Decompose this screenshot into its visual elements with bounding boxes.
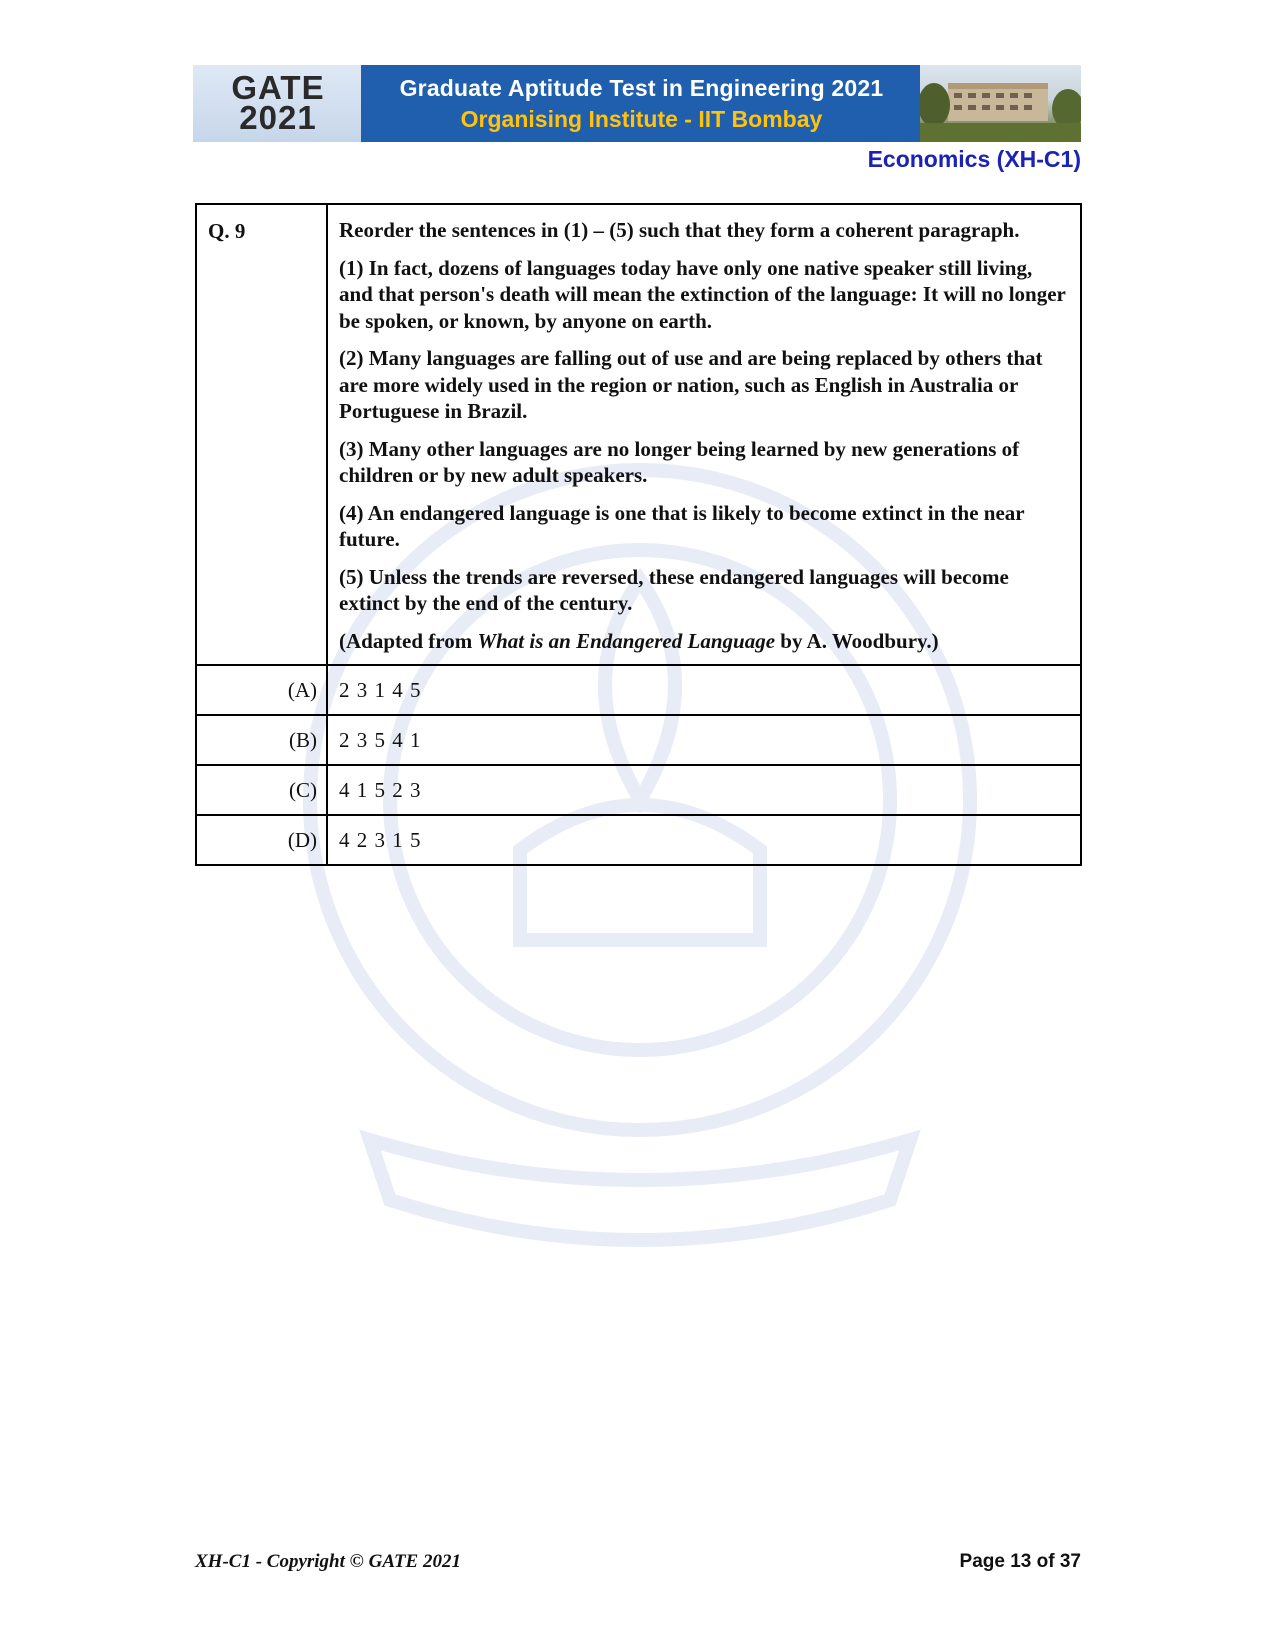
question-prompt: Reorder the sentences in (1) – (5) such that they form a coherent paragraph. (339, 218, 1020, 242)
gate-logo (193, 65, 363, 142)
source-suffix: by A. Woodbury.) (775, 628, 939, 653)
option-value: 4 1 5 2 3 (327, 765, 1081, 815)
option-value: 4 2 3 1 5 (327, 815, 1081, 865)
option-letter: (B) (196, 715, 327, 765)
sentence-1: (1) In fact, dozens of languages today have only one native speaker still living, and that person's death will mean the extinction of the language: It will no longer be spoken, or known, by anyone on earth. (339, 255, 1066, 333)
header-banner (193, 65, 1081, 142)
option-letter: (D) (196, 815, 327, 865)
question-body (327, 204, 1081, 665)
logo-word: GATE (231, 69, 325, 106)
footer-copyright: XH-C1 - Copyright © GATE 2021 (195, 1551, 461, 1572)
option-row-d[interactable] (196, 815, 1081, 865)
subject-label: Economics (XH-C1) (867, 146, 1081, 172)
footer-page-number: Page 13 of 37 (959, 1551, 1081, 1572)
institute-photo (920, 65, 1081, 142)
source-title: What is an Endangered Language (477, 628, 776, 653)
option-row-a[interactable] (196, 665, 1081, 715)
question-row (196, 204, 1081, 665)
option-value: 2 3 1 4 5 (327, 665, 1081, 715)
banner-title-line2: Organising Institute - IIT Bombay (460, 105, 823, 132)
option-letter: (C) (196, 765, 327, 815)
source-citation (339, 628, 1066, 655)
logo-year: 2021 (239, 99, 317, 136)
sentence-3: (3) Many other languages are no longer being learned by new generations of children or by new adult speakers. (339, 436, 1020, 487)
sentence-4: (4) An endangered language is one that is likely to become extinct in the near future. (339, 500, 1025, 551)
option-letter: (A) (196, 665, 327, 715)
option-row-c[interactable] (196, 765, 1081, 815)
sentence-2: (2) Many languages are falling out of use and are being replaced by others that are more widely used in the region or nation, such as English in Australia or Portuguese in Brazil. (339, 346, 1043, 423)
question-table (195, 203, 1082, 866)
banner-title-line1: Graduate Aptitude Test in Engineering 2021 (399, 74, 884, 101)
sentence-5: (5) Unless the trends are reversed, these endangered languages will become extinct by the end of the century. (339, 564, 1009, 615)
question-number: Q. 9 (196, 204, 327, 665)
option-value: 2 3 5 4 1 (327, 715, 1081, 765)
option-row-b[interactable] (196, 715, 1081, 765)
building-icon (920, 65, 1081, 142)
source-prefix: (Adapted from (339, 628, 478, 653)
banner-title (363, 65, 920, 142)
